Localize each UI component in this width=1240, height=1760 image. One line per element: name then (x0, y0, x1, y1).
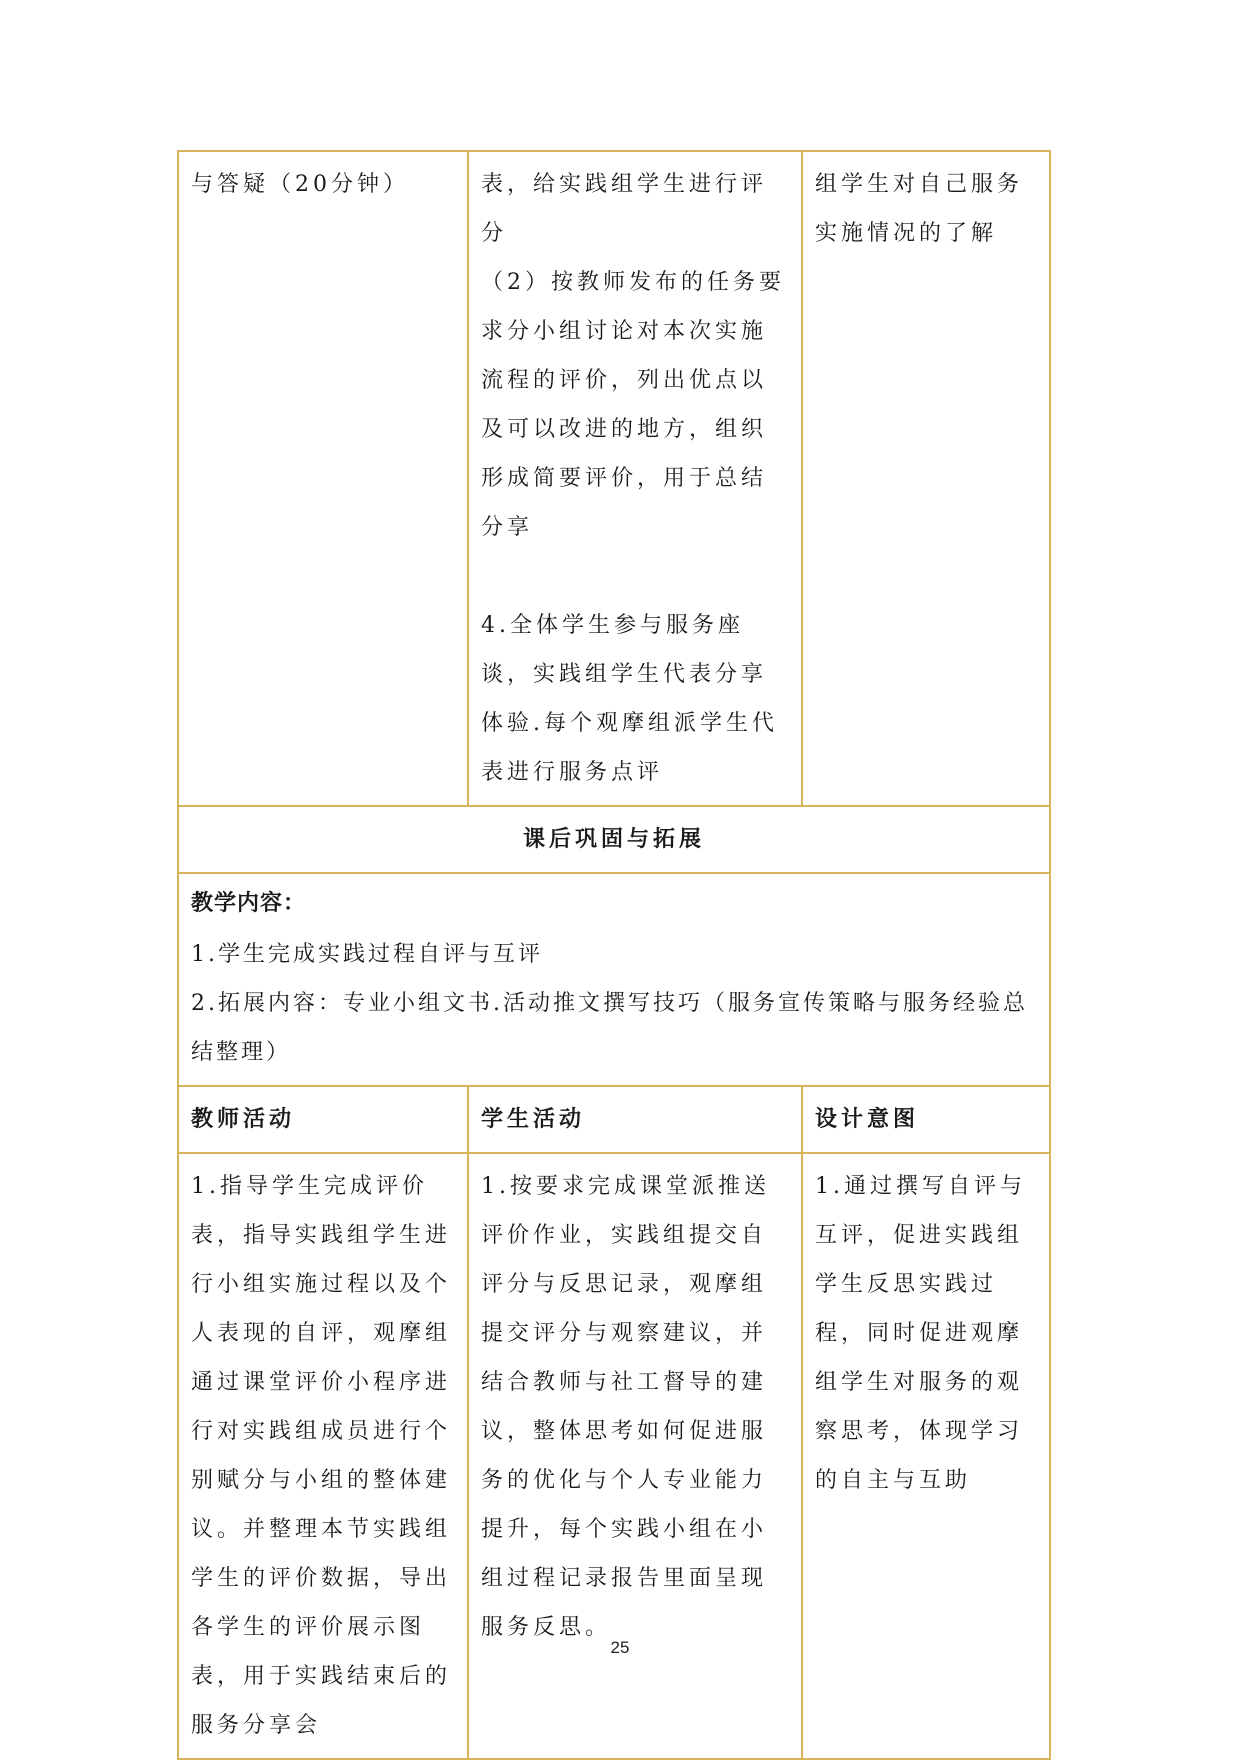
design-intent-cell (802, 151, 1050, 806)
stage-text: 与答疑（20分钟） (191, 172, 409, 197)
page-number: 25 (610, 1638, 630, 1657)
section-title: 课后巩固与拓展 (178, 806, 1050, 873)
stage-cell (178, 151, 468, 806)
design-intent-cell (802, 1153, 1050, 1759)
design-text: 组学生对自己服务实施情况的了解 (815, 172, 1024, 246)
teacher-activity-text: 1.指导学生完成评价表，指导实践组学生进行小组实施过程以及个人表现的自评，观摩组通过课堂评价小程序进行对实践组成员进行个别赋分与小组的整体建议。并整理本节实践组学生的评价数据，导出各学生的评价展示图表，用于实践结束后的服务分享会 (191, 1174, 452, 1738)
student-activity-header: 学生活动 (468, 1086, 802, 1153)
content-item: 1.学生完成实践过程自评与互评 (191, 942, 543, 967)
table-row (178, 1086, 1050, 1153)
content-item: 2.拓展内容：专业小组文书.活动推文撰写技巧（服务宣传策略与服务经验总结整理） (191, 991, 1028, 1065)
teaching-content-heading: 教学内容： (191, 891, 307, 916)
activity-paragraph: 表，给实践组学生进行评分 (481, 172, 768, 246)
lesson-plan-table (177, 150, 1051, 1760)
activity-paragraph: 4.全体学生参与服务座谈，实践组学生代表分享体验.每个观摩组派学生代表进行服务点评 (481, 613, 778, 785)
activity-paragraph: （2）按教师发布的任务要求分小组讨论对本次实施流程的评价，列出优点以及可以改进的地方，组织形成简要评价，用于总结分享 (481, 270, 785, 540)
paragraph-gap (481, 552, 789, 601)
table-row (178, 806, 1050, 873)
teacher-activity-cell (178, 1153, 468, 1759)
student-activity-text: 1.按要求完成课堂派推送评价作业，实践组提交自评分与反思记录，观摩组提交评分与观察建议，并结合教师与社工督导的建议，整体思考如何促进服务的优化与个人专业能力提升，每个实践小组在小组过程记录报告里面呈现服务反思。 (481, 1174, 770, 1640)
teacher-activity-header: 教师活动 (178, 1086, 468, 1153)
table-row (178, 873, 1050, 1086)
table-row (178, 151, 1050, 806)
teaching-content-cell (178, 873, 1050, 1086)
design-intent-text: 1.通过撰写自评与互评，促进实践组学生反思实践过程，同时促进观摩组学生对服务的观察思考，体现学习的自主与互助 (815, 1174, 1026, 1493)
design-intent-header: 设计意图 (802, 1086, 1050, 1153)
student-activity-cell (468, 1153, 802, 1759)
student-activity-cell (468, 151, 802, 806)
table-row (178, 1153, 1050, 1759)
